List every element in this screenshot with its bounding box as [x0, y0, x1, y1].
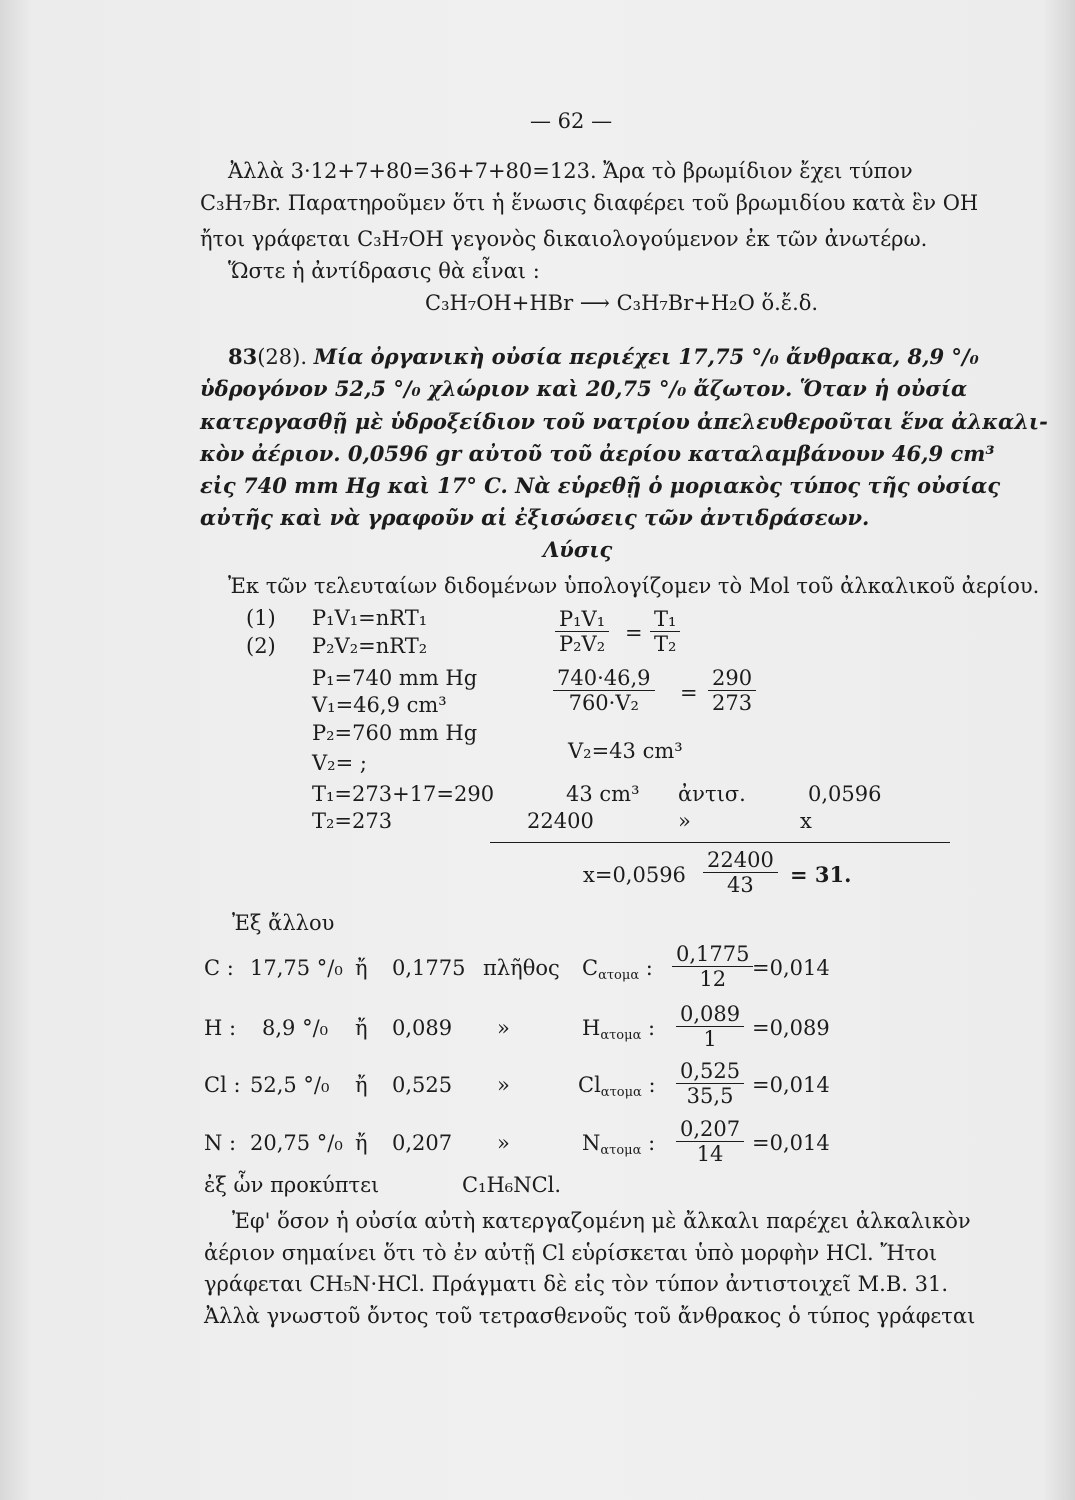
ratio-right-fraction: $\frac{\text{T₁}}{\text{T₂}}$	[650, 607, 680, 656]
v2-result: V₂=43 cm³	[568, 739, 683, 763]
ratio-equals: =	[625, 621, 643, 645]
prop-b1: 22400	[527, 809, 594, 833]
eq2: P₂V₂=nRT₂	[312, 634, 428, 658]
intro-line-3: ἤτοι γράφεται C₃H₇OH γεγονὸς δικαιολογούμενον ἐκ τῶν ἀνωτέρω.	[200, 227, 928, 251]
final-line-1: Ἐφ' ὅσον ἡ οὐσία αὐτὴ κατεργαζομένη μὲ ἄλκαλι παρέχει ἀλκαλικὸν	[232, 1209, 971, 1233]
eq1: P₁V₁=nRT₁	[312, 606, 428, 630]
problem-text-1: Μία ὀργανικὴ οὐσία περιέχει 17,75 °/₀ ἄνθρακα, 8,9 °/₀	[313, 344, 979, 369]
conclusion-label: ἐξ ὧν προκύπτει	[204, 1173, 380, 1197]
v1-value: V₁=46,9 cm³	[312, 693, 447, 717]
t1-value: T₁=273+17=290	[312, 782, 495, 806]
intro-line-2: C₃H₇Br. Παρατηροῦμεν ὅτι ἡ ἕνωσις διαφέρει τοῦ βρωμιδίου κατὰ ἓν ΟΗ	[200, 191, 979, 215]
prop-a1: 43 cm³	[566, 782, 640, 806]
page-number: — 62 —	[530, 109, 613, 133]
v2-unknown: V₂= ;	[312, 751, 367, 775]
ratio-left-fraction: $\frac{\text{P₁V₁}}{\text{P₂V₂}}$	[555, 607, 609, 656]
problem-number: 83	[228, 344, 258, 369]
conclusion-formula: C₁H₆NCl.	[462, 1173, 562, 1197]
t2-value: T₂=273	[312, 809, 393, 833]
solution-intro: Ἐκ τῶν τελευταίων διδομένων ὑπολογίζομεν τὸ Mol τοῦ ἀλκαλικοῦ ἀερίου.	[228, 574, 1040, 598]
intro-line-4: Ὥστε ἡ ἀντίδρασις θὰ εἶναι :	[228, 259, 540, 283]
x-fraction: $\frac{22400}{43}$	[703, 848, 778, 897]
problem-line-2: ὑδρογόνον 52,5 °/₀ χλώριον καὶ 20,75 °/₀ ἄζωτον. Ὅταν ἡ οὐσία	[200, 376, 968, 401]
prop-b2: »	[678, 809, 691, 833]
prop-a2: ἀντισ.	[678, 782, 746, 806]
problem-line-3: κατεργασθῇ μὲ ὑδροξείδιον τοῦ νατρίου ἀπελευθεροῦται ἕνα ἀλκαλι-	[200, 409, 1048, 434]
proportion-rule	[490, 842, 950, 843]
eq1-label: (1)	[246, 606, 276, 630]
p2-value: P₂=760 mm Hg	[312, 721, 478, 745]
problem-line-1	[228, 344, 979, 370]
problem-line-4: κὸν ἀέριον. 0,0596 gr αὐτοῦ τοῦ ἀερίου καταλαμβάνουν 46,9 cm³	[200, 441, 995, 466]
final-line-3: γράφεται CH₅N·HCl. Πράγματι δὲ εἰς τὸν τύπον ἀντιστοιχεῖ M.B. 31.	[204, 1272, 949, 1296]
subst-left-fraction: $\frac{740\cdot 46,9}{\text{760·V₂}}$	[553, 666, 655, 715]
eq2-label: (2)	[246, 634, 276, 658]
prop-a3: 0,0596	[808, 782, 882, 806]
reaction-equation: C₃H₇OH+HBr ⟶ C₃H₇Br+H₂O ὅ.ἔ.δ.	[425, 291, 819, 315]
book-page: — 62 — Ἀλλὰ 3·12+7+80=36+7+80=123. Ἄρα τὸ βρωμίδιον ἔχει τύπον C₃H₇Br. Παρατηροῦμεν ὅτι ἡ ἕνωσις διαφέρει τοῦ βρωμιδίου κατὰ ἓν ΟΗ ἤτοι γράφεται C₃H₇OH γεγονὸς δικαιολογούμενον ἐκ τῶν ἀνωτέρω. Ὥστε ἡ ἀντίδρασις θὰ εἶναι : C₃H₇OH+HBr ⟶ C₃H₇Br+H₂O ὅ.ἔ.δ. 83(28). Μία ὀργανικὴ οὐσία περιέχει 17,75 °/₀ ἄνθρακα, 8,9 °/₀ ὑδρογόνον 52,5 °/₀ χλώριον καὶ 20,75 °/₀ ἄζωτον. Ὅταν ἡ οὐσία κατεργασθῇ μὲ ὑδροξείδιον τοῦ νατρίου ἀπελευθεροῦται ἕνα ἀλκαλι- κὸν ἀέριον. 0,0596 gr αὐτοῦ τοῦ ἀερίου καταλαμβάνουν 46,9 cm³ εἰς 740 mm Hg καὶ 17° C. Νὰ εὑρεθῇ ὁ μοριακὸς τύπος τῆς οὐσίας αὐτῆς καὶ νὰ γραφοῦν αἱ ἐξισώσεις τῶν ἀντιδράσεων. Λύσις Ἐκ τῶν τελευταίων διδομένων ὑπολογίζομεν τὸ Mol τοῦ ἀλκαλικοῦ ἀερίου. (1) P₁V₁=nRT₁ (2) P₂V₂=nRT₂ P₁=740 mm Hg V₁=46,9 cm³ P₂=760 mm Hg V₂= ; T₁=273+17=290 T₂=273 $\frac{\text{P₁V₁}}{\text{P₂V₂}}$ = $\frac{\text{T₁}}{\text{T₂}}$ $\frac{740\cdot 46,9}{\text{760·V₂}}$ = $\frac{290}{273}$ V₂=43 cm³ 43 cm³ ἀντισ. 0,0596 22400 » x x=0,0596 $\frac{22400}{43}$ = 31. Ἐξ ἄλλου C : 17,75 °/₀ ἤ 0,1775 πλῆθος $C_{\alpha\tau o\mu\alpha}$ : $\frac{0,1775}{12}$ =0,014 H : 8,9 °/₀ ἤ 0,089 » $H_{\alpha\tau o\mu\alpha}$ : $\frac{0,089}{1}$ =0,089 Cl : 52,5 °/₀ ἤ 0,525 » $Cl_{\alpha\tau o\mu\alpha}$ : $\frac{0,525}{35,5}$ =0,014 N : 20,75 °/₀ ἤ 0,207 » $N_{\alpha\tau o\mu\alpha}$ : $\frac{0,207}{14}$ =0,014 ἐξ ὧν προκύπτει C₁H₆NCl. Ἐφ' ὅσον ἡ οὐσία αὐτὴ κατεργαζομένη μὲ ἄλκαλι παρέχει ἀλκαλικὸν ἀέριον σημαίνει ὅτι τὸ ἐν αὐτῇ Cl εὑρίσκεται ὑπὸ μορφὴν HCl. Ἤτοι γράφεται CH₅N·HCl. Πράγματι δὲ εἰς τὸν τύπον ἀντιστοιχεῖ M.B. 31. Ἀλλὰ γνωστοῦ ὄντος τοῦ τετρασθενοῦς τοῦ ἄνθρακος ὁ τύπος γράφεται	[0, 0, 1075, 1500]
solution-heading: Λύσις	[543, 537, 613, 562]
problem-line-6: αὐτῆς καὶ νὰ γραφοῦν αἱ ἐξισώσεις τῶν ἀντιδράσεων.	[200, 505, 870, 530]
x-left: x=0,0596	[583, 863, 686, 887]
problem-ref: (28).	[257, 345, 308, 369]
problem-line-5: εἰς 740 mm Hg καὶ 17° C. Νὰ εὑρεθῇ ὁ μοριακὸς τύπος τῆς οὐσίας	[200, 473, 1001, 498]
x-result: = 31.	[790, 862, 852, 887]
prop-b3: x	[800, 809, 812, 833]
final-line-2: ἀέριον σημαίνει ὅτι τὸ ἐν αὐτῇ Cl εὑρίσκεται ὑπὸ μορφὴν HCl. Ἤτοι	[204, 1241, 938, 1265]
final-line-4: Ἀλλὰ γνωστοῦ ὄντος τοῦ τετρασθενοῦς τοῦ ἄνθρακος ὁ τύπος γράφεται	[204, 1304, 976, 1328]
subst-equals: =	[680, 681, 698, 705]
p1-value: P₁=740 mm Hg	[312, 666, 478, 690]
intro-line-1: Ἀλλὰ 3·12+7+80=36+7+80=123. Ἄρα τὸ βρωμίδιον ἔχει τύπον	[228, 159, 913, 183]
alt-heading: Ἐξ ἄλλου	[232, 911, 335, 935]
subst-right-fraction: $\frac{290}{273}$	[708, 666, 756, 715]
